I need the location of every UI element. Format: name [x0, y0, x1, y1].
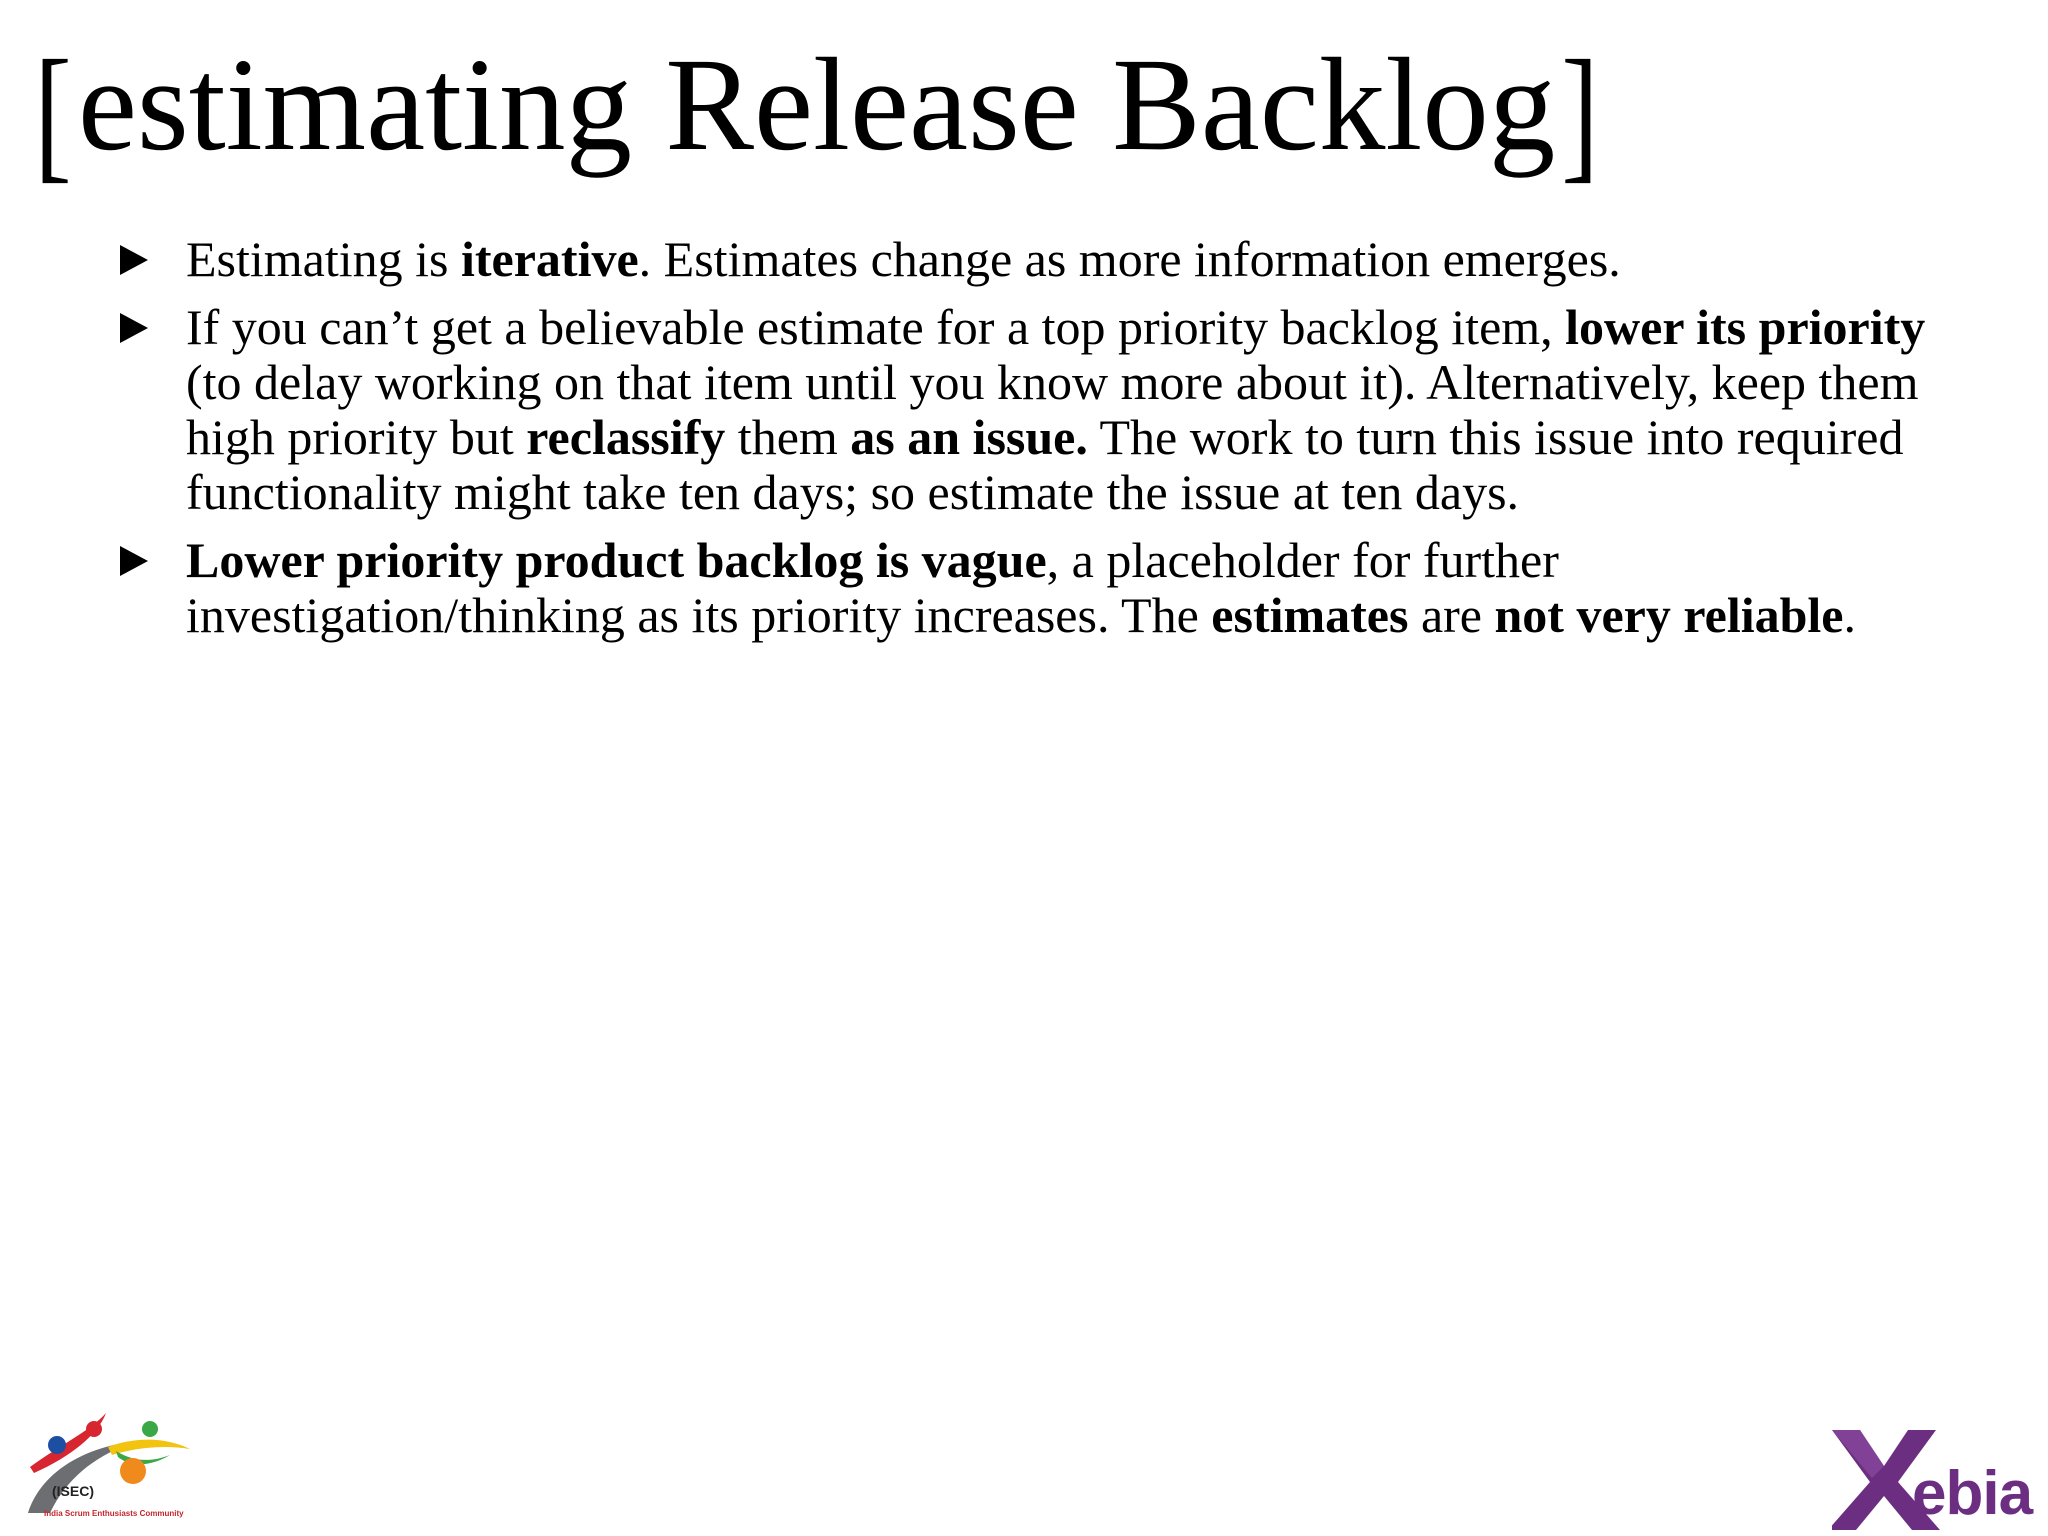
- bullet-item-3: [116, 533, 1946, 643]
- bullet-text: them: [725, 409, 851, 465]
- triangle-bullet-icon: [120, 245, 148, 275]
- bullet-item-1: [116, 232, 1946, 287]
- bullet-bold-text: Lower priority product backlog is vague: [186, 532, 1047, 588]
- title-text: estimating Release Backlog: [77, 30, 1556, 178]
- bullet-text: (to delay working on that item until you know more about it). Alternatively, keep them high priority but: [186, 354, 1919, 465]
- isec-logo-subtitle: India Scrum Enthusiasts Community: [44, 1509, 184, 1518]
- triangle-bullet-icon: [120, 546, 148, 576]
- bullet-text: Estimating is: [186, 231, 461, 287]
- title-close-bracket: ]: [1561, 30, 1600, 196]
- isec-logo-caption: (ISEC): [52, 1483, 94, 1499]
- bullet-bold-text: not very reliable: [1494, 587, 1844, 643]
- bullet-bold-text: iterative: [461, 231, 639, 287]
- bullet-item-2: [116, 300, 1946, 520]
- bullet-text: . Estimates change as more information emerges.: [638, 231, 1621, 287]
- title-open-bracket: [: [34, 30, 72, 196]
- xebia-logo-text: ebia: [1912, 1459, 2033, 1528]
- slide-title: [28, 28, 1628, 196]
- bullet-list: [116, 232, 1946, 656]
- bullet-bold-text: estimates: [1211, 587, 1409, 643]
- triangle-bullet-icon: [120, 313, 148, 343]
- bullet-bold-text: as an issue.: [850, 409, 1088, 465]
- bullet-text: If you can’t get a believable estimate for a top priority backlog item,: [186, 299, 1566, 355]
- bullet-text: .: [1843, 587, 1856, 643]
- bullet-text: , a placeholder for further investigation/thinking as its priority increases. The: [186, 532, 1559, 643]
- bullet-text: The work to turn this issue into required functionality might take ten days; so estimate the issue at ten days.: [186, 409, 1904, 520]
- bullet-text: are: [1408, 587, 1495, 643]
- bullet-bold-text: lower its priority: [1565, 299, 1926, 355]
- bullet-bold-text: reclassify: [526, 409, 726, 465]
- isec-logo-icon: [20, 1405, 200, 1525]
